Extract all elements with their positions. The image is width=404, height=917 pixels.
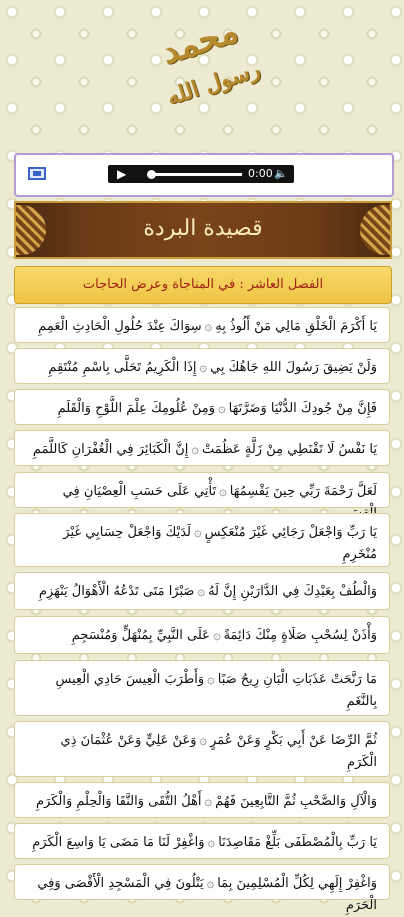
verse-separator-icon: ۞ [197,584,206,599]
verse-second-hemistich: تَأْتِي عَلَى حَسَبِ الْعِصْيَانِ فِي [62,484,217,499]
verse-separator-icon: ۞ [206,876,215,891]
verse-first-hemistich: ثُمَّ الرِّضَا عَنْ أَبِي بَكْرٍ وَعَنْ عُمَرٍ [210,733,377,748]
verse-first-hemistich: وَلَنْ يَضِيقَ رَسُولَ اللهِ جَاهُكَ بِي [210,360,377,375]
audio-player-container [14,153,394,197]
verse-second-hemistich: وَمِنْ عُلُومِكَ عِلْمَ اللَّوْحِ وَالْقَلَمِ [57,401,216,416]
volume-icon[interactable]: 🔈 [274,167,288,180]
verse-row [14,513,390,567]
verse-second-hemistich: وَاغْفِرْ لَنَا مَا مَضَى يَا وَاسِعَ الْكَرَمِ [32,835,205,850]
verse-first-hemistich: وَالْآلِ وَالصَّحْبِ ثُمَّ التَّابِعِينَ فَهُمْ [215,794,377,809]
header-background [0,0,404,150]
verse-separator-icon: ۞ [207,835,216,850]
verse-row [14,389,390,425]
verse-separator-icon: ۞ [199,733,208,748]
verse-first-hemistich: لَعَلَّ رَحْمَةَ رَبِّي حِينَ يَقْسِمُهَا [229,484,377,499]
verse-second-hemistich: سِوَاكَ عِنْدَ حُلُولِ الْحَادِثِ الْعَمِمِ [38,319,202,334]
calligraphy-logo [145,5,274,141]
chapter-title: الفصل العاشر : في المناجاة وعرض الحاجات [14,266,392,304]
verse-second-hemistich: وَعَنْ عَلِيٍّ وَعَنْ عُثْمَانَ ذِي الْكَرَمِ [60,733,377,770]
logo-main-text: محمد [156,10,243,73]
verse-first-hemistich: يَا أَكْرَمَ الْخَلْقِ مَالِي مَنْ أَلُوذُ بِهِ [215,319,377,334]
verse-row [14,721,390,777]
verse-separator-icon: ۞ [204,319,213,334]
audio-file-icon[interactable] [28,167,46,180]
verse-separator-icon: ۞ [194,525,202,540]
ornament-left-icon [16,205,46,255]
verse-separator-icon: ۞ [191,442,200,457]
audio-player [108,165,294,183]
verse-row [14,348,390,384]
progress-slider[interactable] [150,173,242,176]
verse-separator-icon: ۞ [218,401,226,416]
verse-separator-icon: ۞ [199,360,208,375]
verse-first-hemistich: يَا نَفْسُ لَا تَقْنَطِي مِنْ زَلَّةٍ عَظُمَتْ [202,442,377,457]
progress-knob[interactable] [147,170,156,179]
verse-second-hemistich: وَأَطْرَبَ الْعِيسَ حَادِي الْعِيسِ بِالنَّغَمِ [55,672,377,709]
verse-first-hemistich: يَا رَبِّ وَاجْعَلْ رَجَائِي غَيْرَ مُنْعَكِسٍ [204,525,377,540]
verse-row [14,782,390,818]
verse-row [14,430,390,466]
verse-separator-icon: ۞ [219,484,227,499]
verse-separator-icon: ۞ [204,794,213,809]
verse-second-hemistich: صَبْرًا مَتَى تَدْعُهُ الْأَهْوَالُ يَنْهَزِمِ [38,584,195,599]
verse-second-hemistich: لَدَيْكَ وَاجْعَلْ حِسَابِي غَيْرَ مُنْخَرِمِ [63,525,377,562]
verse-row [14,616,390,654]
verse-first-hemistich: وَأْذَنْ لِسُحْبِ صَلَاةٍ مِنْكَ دَائِمَةً [223,628,377,643]
play-icon[interactable]: ▶ [117,167,127,181]
verse-first-hemistich: يَا رَبِّ بِالْمُصْطَفَى بَلِّغْ مَقَاصِدَنَا [218,835,377,850]
verse-first-hemistich: مَا رَنَّحَتْ عَذَبَاتِ الْبَانِ رِيحُ صَبًا [217,672,377,687]
verse-second-hemistich: إِذَا الْكَرِيمُ تَحَلَّى بِاسْمِ مُنْتَقِمِ [48,360,197,375]
verse-first-hemistich: فَإِنَّ مِنْ جُودِكَ الدُّنْيَا وَضَرَّتَهَا [228,401,377,416]
verse-row [14,823,390,859]
verse-row [14,572,390,610]
poem-title: قصيدة البردة [143,216,263,241]
verse-separator-icon: ۞ [212,628,221,643]
title-banner [14,201,392,259]
verse-row [14,472,390,508]
verse-separator-icon: ۞ [207,672,215,687]
verse-row [14,307,390,343]
verse-second-hemistich: أَهْلُ التُّقَى وَالنَّقَا وَالْحِلْمِ وَالْكَرَمِ [36,794,202,809]
logo-sub-text: رسول الله [163,56,264,111]
verse-second-hemistich: إِنَّ الْكَبَائِرَ فِي الْغُفْرَانِ كَاللَّمَمِ [32,442,189,457]
time-display: 0:00 [248,167,273,180]
verse-row [14,660,390,716]
verse-row [14,864,390,913]
verse-second-hemistich: يَتْلُونَ فِي الْمَسْجِدِ الْأَقْصَى وَفِي الْحَرَمِ [37,876,377,913]
verse-second-hemistich: عَلَى النَّبِيِّ بِمُنْهَلٍّ وَمُنْسَجِمِ [71,628,210,643]
ornament-right-icon [360,205,390,255]
verse-first-hemistich: وَالْطُفْ بِعَبْدِكَ فِي الدَّارَيْنِ إِنَّ لَهُ [208,584,377,599]
verse-first-hemistich: وَاغْفِرْ إِلَهِي لِكُلِّ الْمُسْلِمِينَ بِمَا [217,876,377,891]
